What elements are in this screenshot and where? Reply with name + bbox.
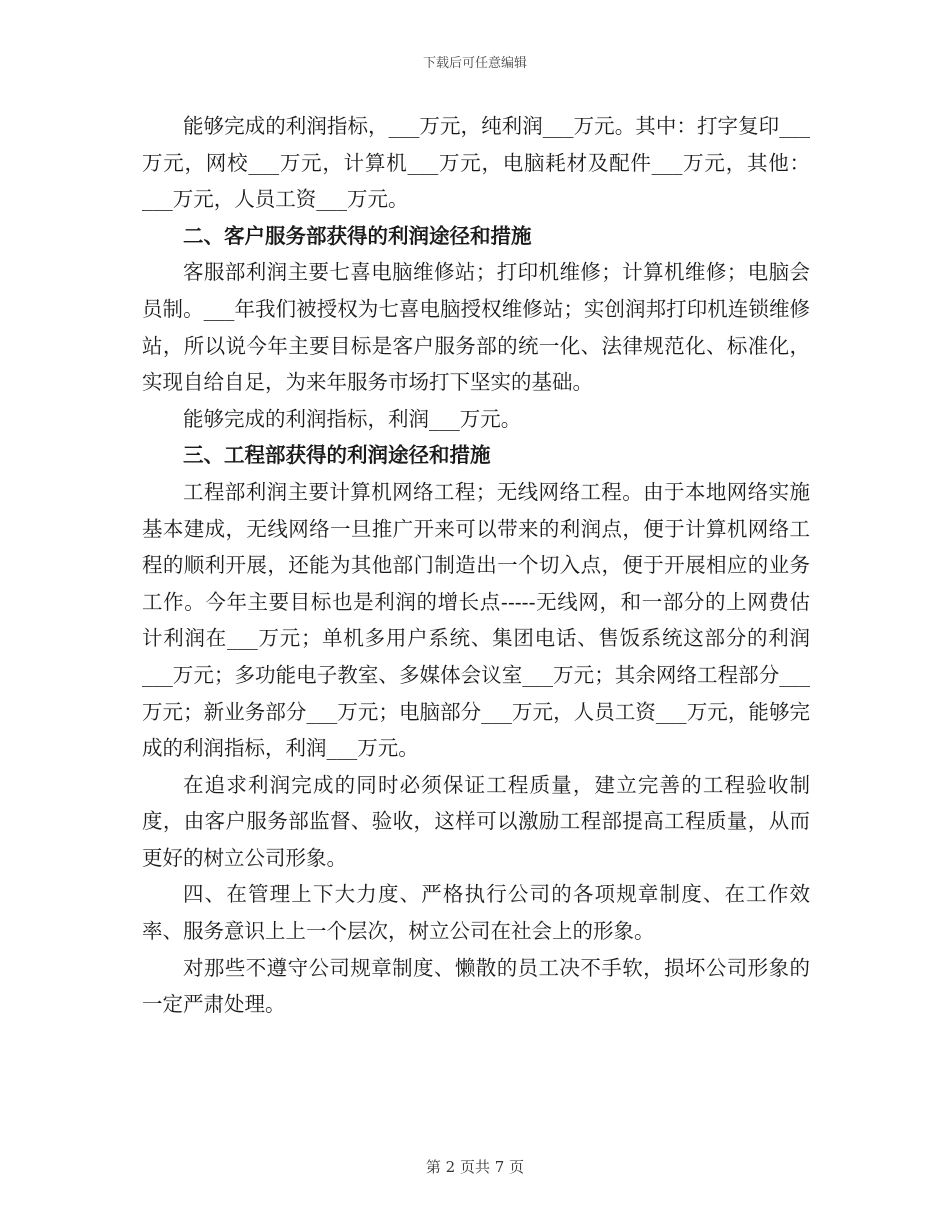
paragraph-discipline: 对那些不遵守公司规章制度、懒散的员工决不手软，损坏公司形象的一定严肃处理。 <box>142 955 810 1017</box>
paragraph-engineering: 工程部利润主要计算机网络工程；无线网络工程。由于本地网络实施基本建成，无线网络一旦推广开来可以带来的利润点，便于计算机网络工程的顺利开展，还能为其他部门制造出一个切入点，便于开展相应的业务工作。今年主要目标也是利润的增长点-----无线网，和一部分的上网费估计利润在___万元；单机多用户系统、集团电话、售饭系统这部分的利润___万元；多功能电子教室、多媒体会议室___万元；其余网络工程部分___万元；新业务部分___万元；电脑部分___万元，人员工资___万元，能够完成的利润指标，利润___万元。 <box>142 479 810 761</box>
section-heading-engineering: 三、工程部获得的利润途径和措施 <box>183 443 491 468</box>
paragraph-customer-service-target: 能够完成的利润指标，利润___万元。 <box>183 406 522 431</box>
page-header: 下载后可任意编辑 <box>422 56 527 71</box>
page-footer: 第 2 页共 7 页 <box>425 1158 525 1176</box>
paragraph-customer-service: 客服部利润主要七喜电脑维修站；打印机维修；计算机维修；电脑会员制。___年我们被授权为七喜电脑授权维修站；实创润邦打印机连锁维修站，所以说今年主要目标是客户服务部的统一化、法律规范化、标准化，实现自给自足，为来年服务市场打下坚实的基础。 <box>142 260 810 395</box>
paragraph-quality: 在追求利润完成的同时必须保证工程质量，建立完善的工程验收制度，由客户服务部监督、验收，这样可以激励工程部提高工程质量，从而更好的树立公司形象。 <box>142 772 810 870</box>
section-heading-customer-service: 二、客户服务部获得的利润途径和措施 <box>183 223 532 248</box>
document-body <box>142 108 810 1023</box>
paragraph-management: 四、在管理上下大力度、严格执行公司的各项规章制度、在工作效率、服务意识上上一个层次，树立公司在社会上的形象。 <box>142 882 810 944</box>
paragraph-profit-targets: 能够完成的利润指标，___万元，纯利润___万元。其中：打字复印___万元，网校___万元，计算机___万元，电脑耗材及配件___万元，其他：___万元，人员工资___万元。 <box>142 114 810 212</box>
